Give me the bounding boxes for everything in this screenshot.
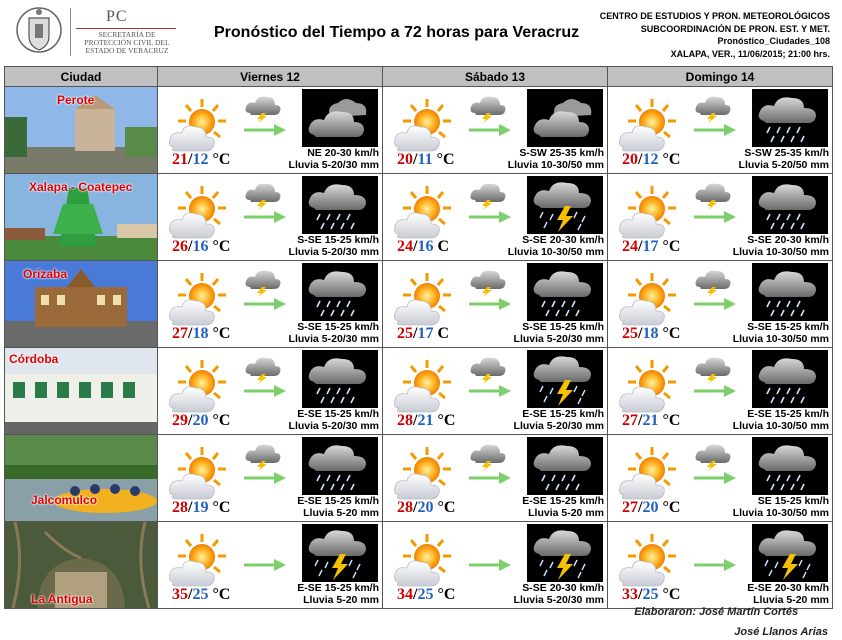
forecast-cell — [608, 261, 833, 348]
rain-text: Lluvia 10-30/50 mm — [732, 246, 829, 258]
temp-max: 20 — [622, 151, 638, 168]
partly-sunny-icon — [166, 445, 230, 503]
temp-max: 27 — [172, 325, 188, 342]
temp-unit: °C — [662, 499, 681, 516]
forecast-cell — [608, 348, 833, 435]
wind-rain-info — [512, 582, 604, 606]
temp-min: 12 — [642, 151, 659, 168]
wind-rain-info — [287, 321, 379, 345]
storm-cloud-icon — [242, 441, 282, 471]
forecast-cell — [158, 348, 383, 435]
temp-unit: C — [437, 238, 450, 255]
forecast-cell — [158, 261, 383, 348]
temperature: 20/12 °C — [622, 151, 681, 168]
storm-cloud-icon — [242, 93, 282, 123]
temp-min: 18 — [192, 325, 209, 342]
temperature: 20/11 °C — [397, 151, 455, 168]
temp-max: 28 — [397, 412, 413, 429]
arrow-right-icon — [692, 123, 736, 137]
wind-rain-info — [737, 147, 829, 171]
forecast-cell — [158, 174, 383, 261]
rain-text: Lluvia 5-20/30 mm — [513, 420, 604, 432]
rain-text: Lluvia 5-20 mm — [303, 507, 379, 519]
temp-min: 16 — [417, 238, 434, 255]
storm-cloud-icon — [242, 180, 282, 210]
wind-text: E-SE 15-25 km/h — [747, 408, 829, 420]
temperature: 28/20 °C — [397, 499, 456, 516]
city-photo — [5, 435, 157, 521]
temp-unit: °C — [662, 412, 681, 429]
column-header-city: Ciudad — [5, 67, 158, 87]
wind-rain-info — [506, 147, 604, 171]
temp-max: 28 — [172, 499, 188, 516]
temp-unit: °C — [212, 586, 231, 603]
storm-cloud-icon — [242, 267, 282, 297]
wind-text: S-SE 15-25 km/h — [297, 234, 379, 246]
temp-unit: °C — [662, 238, 681, 255]
arrow-right-icon — [467, 210, 511, 224]
forecast-cell — [383, 261, 608, 348]
rain-text: Lluvia 5-20/30 mm — [513, 333, 604, 345]
city-cell — [5, 174, 158, 261]
storm-icon — [302, 524, 378, 582]
storm-cloud-icon — [692, 354, 732, 384]
credits-line: José Llanos Arias — [734, 626, 828, 638]
forecast-cell — [158, 435, 383, 522]
temperature: 33/25 °C — [622, 586, 681, 603]
temp-max: 20 — [397, 151, 413, 168]
temperature: 28/21 °C — [397, 412, 456, 429]
temp-max: 33 — [622, 586, 638, 603]
arrow-right-icon — [692, 558, 736, 572]
partly-sunny-icon — [391, 532, 455, 590]
wind-rain-info — [731, 408, 829, 432]
logo-divider — [70, 8, 71, 56]
arrow-right-icon — [467, 123, 511, 137]
arrow-right-icon — [242, 210, 286, 224]
temperature: 21/12 °C — [172, 151, 231, 168]
cloudy-icon — [527, 89, 603, 147]
arrow-right-icon — [242, 558, 286, 572]
city-name: Jalcomulco — [31, 493, 98, 507]
arrow-right-icon — [692, 384, 736, 398]
forecast-cell — [608, 435, 833, 522]
wind-text: S-SE 15-25 km/h — [297, 321, 379, 333]
temp-unit: °C — [437, 499, 456, 516]
temperature: 27/18 °C — [172, 325, 231, 342]
rain-icon — [302, 263, 378, 321]
forecast-cell — [158, 522, 383, 609]
temperature: 25/18 °C — [622, 325, 681, 342]
forecast-cell — [383, 435, 608, 522]
arrow-right-icon — [692, 471, 736, 485]
rain-icon — [527, 437, 603, 495]
temp-max: 25 — [622, 325, 638, 342]
wind-text: S-SW 25-35 km/h — [744, 147, 829, 159]
forecast-cell — [608, 522, 833, 609]
org-line: Pronóstico_Ciudades_108 — [717, 36, 830, 46]
partly-sunny-icon — [391, 271, 455, 329]
temp-max: 26 — [172, 238, 188, 255]
temperature: 28/19 °C — [172, 499, 231, 516]
rain-icon — [752, 437, 828, 495]
rain-icon — [752, 263, 828, 321]
rain-icon — [752, 176, 828, 234]
wind-text: S-SE 20-30 km/h — [522, 234, 604, 246]
forecast-cell — [608, 87, 833, 174]
wind-rain-info — [295, 582, 379, 606]
rain-text: Lluvia 10-30/50 mm — [507, 246, 604, 258]
temp-unit: °C — [662, 151, 681, 168]
temp-max: 34 — [397, 586, 413, 603]
rain-icon — [302, 350, 378, 408]
temp-unit: °C — [212, 238, 231, 255]
temp-max: 28 — [397, 499, 413, 516]
storm-icon — [752, 524, 828, 582]
wind-text: E-SE 15-25 km/h — [297, 408, 379, 420]
storm-cloud-icon — [467, 354, 507, 384]
temp-max: 29 — [172, 412, 188, 429]
wind-rain-info — [731, 234, 829, 258]
wind-text: S-SW 25-35 km/h — [519, 147, 604, 159]
arrow-right-icon — [242, 471, 286, 485]
wind-text: S-SE 15-25 km/h — [747, 321, 829, 333]
rain-text: Lluvia 5-20/30 mm — [288, 246, 379, 258]
temp-min: 20 — [642, 499, 659, 516]
temp-min: 21 — [642, 412, 659, 429]
rain-text: Lluvia 10-30/50 mm — [732, 507, 829, 519]
partly-sunny-icon — [616, 358, 680, 416]
storm-cloud-icon — [692, 441, 732, 471]
city-cell — [5, 435, 158, 522]
city-cell — [5, 522, 158, 609]
partly-sunny-icon — [391, 445, 455, 503]
arrow-right-icon — [242, 123, 286, 137]
partly-sunny-icon — [391, 97, 455, 155]
temp-unit: °C — [212, 499, 231, 516]
wind-rain-info — [287, 408, 379, 432]
storm-icon — [527, 176, 603, 234]
forecast-cell — [383, 348, 608, 435]
forecast-cell — [383, 174, 608, 261]
arrow-right-icon — [242, 297, 286, 311]
arrow-right-icon — [467, 558, 511, 572]
temperature: 35/25 °C — [172, 586, 231, 603]
arrow-right-icon — [467, 471, 511, 485]
rain-icon — [302, 176, 378, 234]
city-name: Córdoba — [9, 352, 59, 366]
wind-text: E-SE 15-25 km/h — [522, 408, 604, 420]
city-name: Perote — [57, 93, 95, 107]
temperature: 29/20 °C — [172, 412, 231, 429]
partly-sunny-icon — [166, 532, 230, 590]
temperature: 24/17 °C — [622, 238, 681, 255]
storm-cloud-icon — [692, 267, 732, 297]
temp-max: 21 — [172, 151, 188, 168]
temp-min: 25 — [642, 586, 659, 603]
partly-sunny-icon — [166, 271, 230, 329]
wind-rain-info — [506, 234, 604, 258]
forecast-table — [4, 66, 833, 609]
table-row — [5, 174, 833, 261]
temp-max: 24 — [622, 238, 638, 255]
rain-icon — [527, 263, 603, 321]
partly-sunny-icon — [616, 271, 680, 329]
city-cell — [5, 348, 158, 435]
wind-text: SE 15-25 km/h — [757, 495, 829, 507]
rain-icon — [752, 89, 828, 147]
storm-cloud-icon — [692, 93, 732, 123]
rain-text: Lluvia 10-30/50 mm — [732, 333, 829, 345]
wind-rain-info — [295, 495, 379, 519]
rain-text: Lluvia 5-20 mm — [753, 594, 829, 606]
city-cell — [5, 261, 158, 348]
wind-text: NE 20-30 km/h — [307, 147, 379, 159]
wind-text: E-SE 15-25 km/h — [522, 495, 604, 507]
rain-icon — [752, 350, 828, 408]
forecast-cell — [383, 87, 608, 174]
wind-rain-info — [520, 495, 604, 519]
storm-icon — [527, 524, 603, 582]
temp-unit: °C — [437, 412, 456, 429]
temp-min: 18 — [642, 325, 659, 342]
logo-subtitle: SECRETARÍA DE PROTECCIÓN CIVIL DEL ESTADO DE VERACRUZ — [84, 30, 170, 55]
arrow-right-icon — [692, 297, 736, 311]
partly-sunny-icon — [616, 532, 680, 590]
wind-rain-info — [731, 495, 829, 519]
org-line: XALAPA, VER., 11/06/2015; 21:00 hrs. — [670, 48, 830, 59]
temp-min: 19 — [192, 499, 209, 516]
rain-text: Lluvia 5-20/30 mm — [288, 333, 379, 345]
rain-text: Lluvia 10-30/50 mm — [732, 420, 829, 432]
temp-min: 20 — [417, 499, 434, 516]
storm-cloud-icon — [467, 93, 507, 123]
storm-icon — [527, 350, 603, 408]
rain-text: Lluvia 5-20/30 mm — [288, 159, 379, 171]
credits-line: Elaboraron: José Martín Cortés — [634, 606, 799, 618]
temp-unit: °C — [662, 325, 681, 342]
temperature: 27/20 °C — [622, 499, 681, 516]
temp-max: 35 — [172, 586, 188, 603]
column-header-day: Viernes 12 — [158, 67, 383, 87]
page-title: Pronóstico del Tiempo a 72 horas para Veracruz — [214, 24, 580, 41]
wind-rain-info — [287, 147, 379, 171]
partly-sunny-icon — [166, 358, 230, 416]
temp-max: 24 — [397, 238, 413, 255]
temp-min: 25 — [417, 586, 434, 603]
partly-sunny-icon — [391, 358, 455, 416]
column-header-day: Domingo 14 — [608, 67, 833, 87]
forecast-cell — [158, 87, 383, 174]
temp-min: 17 — [417, 325, 434, 342]
temp-unit: °C — [662, 586, 681, 603]
arrow-right-icon — [692, 210, 736, 224]
arrow-right-icon — [467, 297, 511, 311]
protection-civil-logo — [10, 4, 180, 60]
storm-cloud-icon — [692, 180, 732, 210]
state-seal-icon — [14, 4, 64, 56]
rain-text: Lluvia 5-20/30 mm — [288, 420, 379, 432]
table-row — [5, 261, 833, 348]
temp-unit: °C — [212, 151, 231, 168]
city-name: Xalapa - Coatepec — [29, 180, 133, 194]
rain-text: Lluvia 10-30/50 mm — [507, 159, 604, 171]
temp-max: 25 — [397, 325, 413, 342]
cloudy-icon — [302, 89, 378, 147]
storm-cloud-icon — [467, 441, 507, 471]
temp-unit: C — [437, 325, 450, 342]
wind-rain-info — [731, 321, 829, 345]
arrow-right-icon — [467, 384, 511, 398]
wind-text: S-SE 15-25 km/h — [522, 321, 604, 333]
temperature: 27/21 °C — [622, 412, 681, 429]
rain-text: Lluvia 5-20/30 mm — [513, 594, 604, 606]
rain-text: Lluvia 5-20 mm — [303, 594, 379, 606]
logo-rule — [76, 28, 176, 29]
wind-rain-info — [512, 408, 604, 432]
rain-icon — [302, 437, 378, 495]
temp-min: 17 — [642, 238, 659, 255]
temp-min: 11 — [417, 151, 433, 168]
wind-text: S-SE 20-30 km/h — [747, 234, 829, 246]
partly-sunny-icon — [616, 184, 680, 242]
city-cell — [5, 87, 158, 174]
temp-min: 21 — [417, 412, 434, 429]
wind-text: E-SE 15-25 km/h — [297, 495, 379, 507]
report-header — [0, 0, 842, 64]
temp-min: 16 — [192, 238, 209, 255]
organization-info — [600, 10, 830, 60]
city-name: Orizaba — [23, 267, 68, 281]
partly-sunny-icon — [391, 184, 455, 242]
partly-sunny-icon — [166, 97, 230, 155]
temp-max: 27 — [622, 412, 638, 429]
rain-text: Lluvia 5-20 mm — [528, 507, 604, 519]
credits — [634, 602, 828, 640]
table-row — [5, 87, 833, 174]
temp-min: 12 — [192, 151, 209, 168]
wind-text: E-SE 15-25 km/h — [297, 582, 379, 594]
org-line: SUBCOORDINACIÓN DE PRON. EST. Y MET. — [640, 23, 830, 34]
temp-unit: °C — [212, 325, 231, 342]
org-line: CENTRO DE ESTUDIOS Y PRON. METEOROLÓGICOS — [599, 11, 830, 21]
temperature: 34/25 °C — [397, 586, 456, 603]
table-row — [5, 522, 833, 609]
temp-max: 27 — [622, 499, 638, 516]
city-name: La Antigua — [31, 592, 93, 606]
forecast-cell — [608, 174, 833, 261]
temperature: 24/16 C — [397, 238, 450, 255]
table-header-row — [5, 67, 833, 87]
temp-unit: °C — [437, 586, 456, 603]
wind-rain-info — [287, 234, 379, 258]
temp-min: 25 — [192, 586, 209, 603]
wind-text: S-SE 20-30 km/h — [522, 582, 604, 594]
arrow-right-icon — [242, 384, 286, 398]
temp-unit: °C — [436, 151, 455, 168]
temp-unit: °C — [212, 412, 231, 429]
storm-cloud-icon — [467, 267, 507, 297]
table-row — [5, 435, 833, 522]
rain-text: Lluvia 5-20/50 mm — [738, 159, 829, 171]
partly-sunny-icon — [166, 184, 230, 242]
storm-cloud-icon — [242, 354, 282, 384]
column-header-day: Sábado 13 — [383, 67, 608, 87]
partly-sunny-icon — [616, 97, 680, 155]
forecast-cell — [383, 522, 608, 609]
wind-rain-info — [512, 321, 604, 345]
table-row — [5, 348, 833, 435]
storm-cloud-icon — [467, 180, 507, 210]
temperature: 26/16 °C — [172, 238, 231, 255]
temperature: 25/17 C — [397, 325, 450, 342]
wind-text: E-SE 20-30 km/h — [747, 582, 829, 594]
logo-pc-text: PC — [106, 8, 128, 25]
partly-sunny-icon — [616, 445, 680, 503]
temp-min: 20 — [192, 412, 209, 429]
